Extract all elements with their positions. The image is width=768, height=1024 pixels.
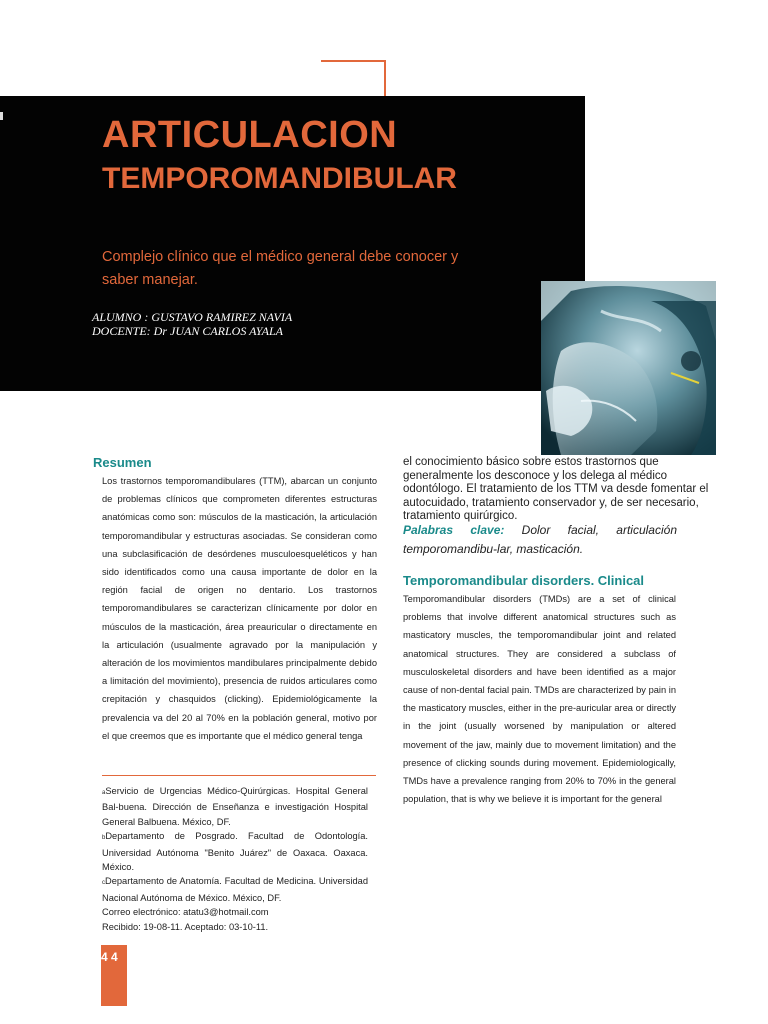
- xray-image: [541, 281, 716, 455]
- footnote-a-text: Servicio de Urgencias Médico-Quirúrgicas. Hospital General Bal-buena. Dirección de Enseñanza e investigación Hospital General Balbuena. México, DF.: [102, 786, 368, 827]
- english-abstract-text: Temporomandibular disorders (TMDs) are a set of clinical problems that involve different anatomical structures such as masticatory muscles, the temporomandibular joint and related anatomical structures. They are considered a subclass of musculoskeletal disorders and have been identified as a major cause of non-dental facial pain. TMDs are characterized by pain in the masticatory muscles, either in the pre-auricular area or directly in the joint (usually worsened by manipulation or altered movement of the jaw, mainly due to movement limitation) and the presence of clicking sounds during movement. Epidemiologically, TMDs have a prevalence ranging from 20% to 70% in the general population, that is why we believe it is important for the general: [403, 594, 676, 805]
- footnotes: [102, 784, 368, 934]
- margin-mark: [0, 112, 3, 120]
- received-accepted-dates: Recibido: 19-08-11. Aceptado: 03-10-11.: [102, 921, 269, 932]
- article-title-line1: ARTICULACION: [102, 114, 398, 156]
- article-title-line2: TEMPOROMANDIBULAR: [102, 162, 457, 195]
- footnote-b-text: Departamento de Posgrado. Facultad de Odontología. Universidad Autónoma "Benito Juárez" de Oaxaca. Oaxaca. México.: [102, 831, 368, 873]
- footnote-c-text: Departamento de Anatomía. Facultad de Medicina. Universidad Nacional Autónoma de México. México, DF.: [102, 876, 368, 903]
- author-credits: [92, 310, 292, 338]
- keywords-label: Palabras clave:: [403, 523, 505, 537]
- page-number: 4 4: [101, 950, 118, 964]
- article-subtitle: Complejo clínico que el médico general debe conocer y saber manejar.: [102, 249, 459, 288]
- corner-accent-horizontal: [321, 60, 385, 62]
- contact-email[interactable]: Correo electrónico: atatu3@hotmail.com: [102, 907, 269, 918]
- corner-accent-vertical: [384, 60, 386, 98]
- resumen-heading: Resumen: [93, 455, 152, 470]
- footnote-a: [102, 784, 368, 829]
- footnote-c: [102, 874, 368, 905]
- keywords: [403, 521, 677, 559]
- english-abstract-heading: Temporomandibular disorders. Clinical: [403, 573, 645, 588]
- footnote-b: [102, 829, 368, 874]
- footnote-c-marker: c: [102, 880, 105, 887]
- teacher-name: DOCENTE: Dr JUAN CARLOS AYALA: [92, 324, 283, 338]
- resumen-continuation: el conocimiento básico sobre estos trastornos que generalmente los desconoce y los delega al médico odontólogo. El tratamiento de los TTM va desde fomentar el autocuidado, tratamiento conservador y, de ser necesario, tratamiento quirúrgico.: [403, 456, 709, 522]
- footnote-divider: [102, 775, 376, 776]
- student-name: ALUMNO : GUSTAVO RAMIREZ NAVIA: [92, 310, 293, 324]
- resumen-text: Los trastornos temporomandibulares (TTM), abarcan un conjunto de problemas clínicos que comprometen diferentes estructuras anatómicas como son: músculos de la masticación, la articulación temporomandibular y estructuras asociadas. Se consideran como una subclasificación de desórdenes musculoesqueléticos y han sido identificados como una causa importante de dolor en la región facial de origen no dentario. Los trastornos temporomandibulares se caracterizan clínicamente por dolor en músculos de la masticación, área preauricular o directamente en la articulación (usualmente agravado por la manipulación y alteración de los movimientos mandibulares principalmente debido a limitación del movimiento), presencia de ruidos articulares como crepitación y chasquidos (clicking). Epidemiológicamente la prevalencia va del 20 al 70% en la población general, motivo por el que creemos que es importante que el médico general tenga: [102, 476, 377, 741]
- keywords-text: Dolor facial, articulación temporomandibu-lar, masticación.: [403, 523, 677, 556]
- footnote-a-marker: a: [102, 790, 106, 796]
- footnote-b-marker: b: [102, 835, 106, 842]
